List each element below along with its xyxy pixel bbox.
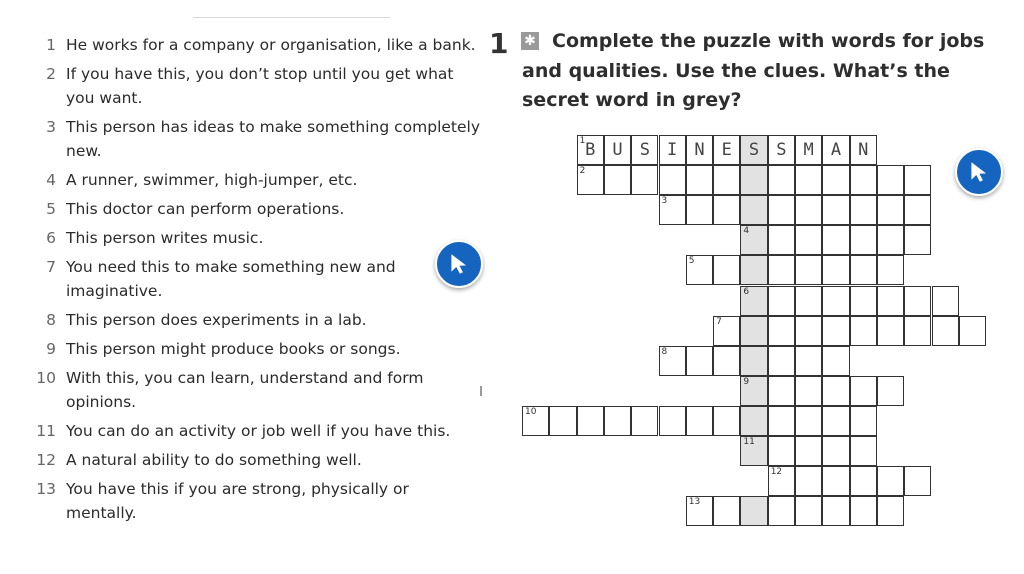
clue-number-label: 1 <box>579 136 586 146</box>
puzzle-letter: B <box>585 140 596 160</box>
puzzle-cell[interactable] <box>850 436 877 466</box>
puzzle-cell[interactable] <box>659 135 686 165</box>
puzzle-cell[interactable] <box>822 346 849 376</box>
puzzle-cell[interactable] <box>850 255 877 285</box>
clue-number: 9 <box>46 340 56 358</box>
puzzle-cell[interactable] <box>768 135 795 165</box>
puzzle-cell[interactable] <box>795 346 822 376</box>
star-icon: ✱ <box>521 32 539 50</box>
puzzle-cell[interactable] <box>795 466 822 496</box>
clue-item-10 <box>30 366 480 414</box>
puzzle-cell[interactable] <box>549 406 576 436</box>
puzzle-cell[interactable] <box>768 376 795 406</box>
clue-list <box>30 33 480 530</box>
puzzle-letter: N <box>694 140 705 160</box>
puzzle-cell[interactable] <box>822 436 849 466</box>
puzzle-cell[interactable] <box>877 255 904 285</box>
pointer-arrow-icon <box>446 251 472 277</box>
clue-text: If you have this, you don’t stop until you get what you want. <box>66 65 454 107</box>
puzzle-letter: M <box>803 140 814 160</box>
puzzle-cell[interactable] <box>659 406 686 436</box>
puzzle-cell[interactable] <box>713 406 740 436</box>
puzzle-cell[interactable] <box>822 195 849 225</box>
clue-number-label: 12 <box>770 467 783 478</box>
puzzle-cell[interactable] <box>740 255 767 285</box>
clue-number: 13 <box>36 480 56 498</box>
clue-number: 11 <box>36 422 56 440</box>
puzzle-cell[interactable] <box>686 255 713 285</box>
puzzle-cell[interactable] <box>877 286 904 316</box>
puzzle-cell[interactable] <box>850 195 877 225</box>
puzzle-cell[interactable] <box>713 346 740 376</box>
clue-number-label: 3 <box>661 196 668 207</box>
puzzle-cell[interactable] <box>713 135 740 165</box>
puzzle-cell[interactable] <box>631 165 658 195</box>
puzzle-cell[interactable] <box>904 165 931 195</box>
puzzle-cell[interactable] <box>877 496 904 526</box>
clue-number-label: 7 <box>716 316 722 327</box>
clue-item-11 <box>30 419 480 443</box>
puzzle-cell[interactable] <box>768 496 795 526</box>
clue-number-label: 8 <box>661 346 668 357</box>
puzzle-cell[interactable] <box>686 135 713 165</box>
puzzle-cell[interactable] <box>604 165 631 195</box>
puzzle-cell[interactable] <box>768 466 795 496</box>
puzzle-cell[interactable] <box>686 406 713 436</box>
puzzle-cell[interactable] <box>713 165 740 195</box>
clue-number: 5 <box>46 200 56 218</box>
puzzle-cell[interactable] <box>822 496 849 526</box>
puzzle-cell[interactable] <box>795 255 822 285</box>
puzzle-cell[interactable] <box>768 165 795 195</box>
puzzle-cell[interactable] <box>904 195 931 225</box>
puzzle-cell[interactable] <box>768 316 795 346</box>
puzzle-cell[interactable] <box>740 135 767 165</box>
puzzle-cell[interactable] <box>877 376 904 406</box>
puzzle-cell[interactable] <box>740 316 767 346</box>
puzzle-cell[interactable] <box>740 496 767 526</box>
clue-number-label: 9 <box>743 376 750 387</box>
clue-text: This person has ideas to make something completely new. <box>66 118 481 160</box>
puzzle-cell[interactable] <box>740 195 767 225</box>
pointer-cursor-button[interactable] <box>435 240 483 288</box>
clue-text: With this, you can learn, understand and form opinions. <box>66 369 424 411</box>
puzzle-cell[interactable] <box>822 376 849 406</box>
exercise-number: 1 <box>489 27 509 60</box>
puzzle-cell[interactable] <box>822 316 849 346</box>
clue-number: 4 <box>46 171 56 189</box>
puzzle-cell[interactable] <box>740 225 767 255</box>
puzzle-letter: S <box>639 140 650 160</box>
puzzle-cell[interactable] <box>877 225 904 255</box>
puzzle-cell[interactable] <box>795 496 822 526</box>
clue-item-13 <box>30 477 480 525</box>
top-divider-line <box>193 17 390 18</box>
clue-number: 3 <box>46 118 56 136</box>
clue-text: This person might produce books or songs. <box>66 340 401 358</box>
puzzle-cell[interactable] <box>768 286 795 316</box>
clue-item-3 <box>30 115 480 163</box>
puzzle-cell[interactable] <box>822 165 849 195</box>
puzzle-cell[interactable] <box>795 376 822 406</box>
puzzle-cell[interactable] <box>740 346 767 376</box>
puzzle-cell[interactable] <box>877 466 904 496</box>
puzzle-cell[interactable] <box>850 135 877 165</box>
clue-number-label: 10 <box>525 406 537 417</box>
puzzle-cell[interactable] <box>795 316 822 346</box>
clue-item-4 <box>30 168 480 192</box>
clue-text: You need this to make something new and imaginative. <box>66 258 396 300</box>
clue-text: You have this if you are strong, physically or mentally. <box>66 480 409 522</box>
puzzle-cell[interactable] <box>877 165 904 195</box>
puzzle-cell[interactable] <box>822 406 849 436</box>
puzzle-cell[interactable] <box>850 165 877 195</box>
puzzle-cell[interactable] <box>959 316 986 346</box>
clue-item-1 <box>30 33 480 57</box>
clue-number: 10 <box>36 369 56 387</box>
clue-item-12 <box>30 448 480 472</box>
puzzle-cell[interactable] <box>932 286 959 316</box>
clue-number: 12 <box>36 451 56 469</box>
puzzle-cell[interactable] <box>686 346 713 376</box>
puzzle-cell[interactable] <box>795 135 822 165</box>
puzzle-cell[interactable] <box>686 496 713 526</box>
clue-item-9 <box>30 337 480 361</box>
clue-text: A runner, swimmer, high-jumper, etc. <box>66 171 358 189</box>
puzzle-cell[interactable] <box>795 286 822 316</box>
puzzle-cell[interactable] <box>877 195 904 225</box>
puzzle-cell[interactable] <box>768 436 795 466</box>
clue-item-6 <box>30 226 480 250</box>
clue-item-2 <box>30 62 480 110</box>
puzzle-letter: N <box>858 140 869 160</box>
puzzle-cell[interactable] <box>659 346 686 376</box>
puzzle-cell[interactable] <box>740 376 767 406</box>
clue-number-label: 13 <box>688 497 701 508</box>
clue-text: This doctor can perform operations. <box>66 200 345 218</box>
puzzle-cell[interactable] <box>686 195 713 225</box>
puzzle-cell[interactable] <box>932 316 959 346</box>
clue-number-label: 4 <box>743 226 750 237</box>
puzzle-cell[interactable] <box>713 255 740 285</box>
clue-number: 7 <box>46 258 56 276</box>
puzzle-cell[interactable] <box>877 316 904 346</box>
puzzle-cell[interactable] <box>822 135 849 165</box>
clue-item-5 <box>30 197 480 221</box>
puzzle-cell[interactable] <box>686 165 713 195</box>
puzzle-cell[interactable] <box>740 436 767 466</box>
puzzle-cell[interactable] <box>904 286 931 316</box>
puzzle-letter: I <box>667 140 678 160</box>
puzzle-cell[interactable] <box>904 316 931 346</box>
clue-text: This person writes music. <box>66 229 264 247</box>
puzzle-cell[interactable] <box>768 225 795 255</box>
clue-item-7 <box>30 255 480 303</box>
puzzle-cell[interactable] <box>822 225 849 255</box>
puzzle-cell[interactable] <box>740 406 767 436</box>
puzzle-cell[interactable] <box>850 466 877 496</box>
puzzle-cell[interactable] <box>631 406 658 436</box>
puzzle-cell[interactable] <box>850 496 877 526</box>
puzzle-letter: S <box>776 140 787 160</box>
puzzle-cell[interactable] <box>577 135 604 165</box>
clue-item-8 <box>30 308 480 332</box>
clue-text: You can do an activity or job well if you have this. <box>66 422 451 440</box>
puzzle-letter: E <box>721 140 732 160</box>
text-cursor-mark <box>480 386 482 396</box>
puzzle-cell[interactable] <box>850 225 877 255</box>
puzzle-cell[interactable] <box>850 406 877 436</box>
clue-number: 1 <box>46 36 56 54</box>
puzzle-letter: U <box>612 140 623 160</box>
puzzle-cell[interactable] <box>850 286 877 316</box>
puzzle-cell[interactable] <box>522 406 549 436</box>
puzzle-cell[interactable] <box>659 195 686 225</box>
puzzle-cell[interactable] <box>768 346 795 376</box>
puzzle-cell[interactable] <box>795 225 822 255</box>
puzzle-cell[interactable] <box>795 195 822 225</box>
puzzle-cell[interactable] <box>795 165 822 195</box>
exercise-instruction: Complete the puzzle with words for jobs and qualities. Use the clues. What’s the secret word in grey? <box>522 30 985 111</box>
puzzle-cell[interactable] <box>795 436 822 466</box>
puzzle-cell[interactable] <box>577 406 604 436</box>
puzzle-cell[interactable] <box>713 496 740 526</box>
puzzle-cell[interactable] <box>850 376 877 406</box>
pointer-cursor-button[interactable] <box>955 148 1003 196</box>
puzzle-letter: A <box>830 140 842 160</box>
puzzle-cell[interactable] <box>713 316 740 346</box>
puzzle-cell[interactable] <box>768 406 795 436</box>
puzzle-cell[interactable] <box>659 165 686 195</box>
puzzle-cell[interactable] <box>604 135 631 165</box>
puzzle-cell[interactable] <box>740 286 767 316</box>
puzzle-cell[interactable] <box>577 165 604 195</box>
clue-number: 6 <box>46 229 56 247</box>
clue-text: This person does experiments in a lab. <box>66 311 367 329</box>
clue-number-label: 11 <box>743 437 755 447</box>
puzzle-cell[interactable] <box>904 466 931 496</box>
clue-number: 8 <box>46 311 56 329</box>
puzzle-cell[interactable] <box>822 466 849 496</box>
puzzle-letter: S <box>748 140 760 160</box>
puzzle-cell[interactable] <box>904 225 931 255</box>
puzzle-cell[interactable] <box>795 406 822 436</box>
puzzle-cell[interactable] <box>631 135 658 165</box>
puzzle-cell[interactable] <box>822 255 849 285</box>
clue-number-label: 2 <box>579 166 586 177</box>
puzzle-cell[interactable] <box>713 195 740 225</box>
puzzle-cell[interactable] <box>604 406 631 436</box>
clue-number: 2 <box>46 65 56 83</box>
clue-number-label: 6 <box>743 286 750 297</box>
clue-text: A natural ability to do something well. <box>66 451 362 469</box>
clue-number-label: 5 <box>688 256 695 267</box>
pointer-arrow-icon <box>966 159 992 185</box>
puzzle-cell[interactable] <box>740 165 767 195</box>
puzzle-cell[interactable] <box>822 286 849 316</box>
puzzle-cell[interactable] <box>850 316 877 346</box>
puzzle-cell[interactable] <box>768 255 795 285</box>
puzzle-cell[interactable] <box>768 195 795 225</box>
clue-text: He works for a company or organisation, like a bank. <box>66 36 476 54</box>
